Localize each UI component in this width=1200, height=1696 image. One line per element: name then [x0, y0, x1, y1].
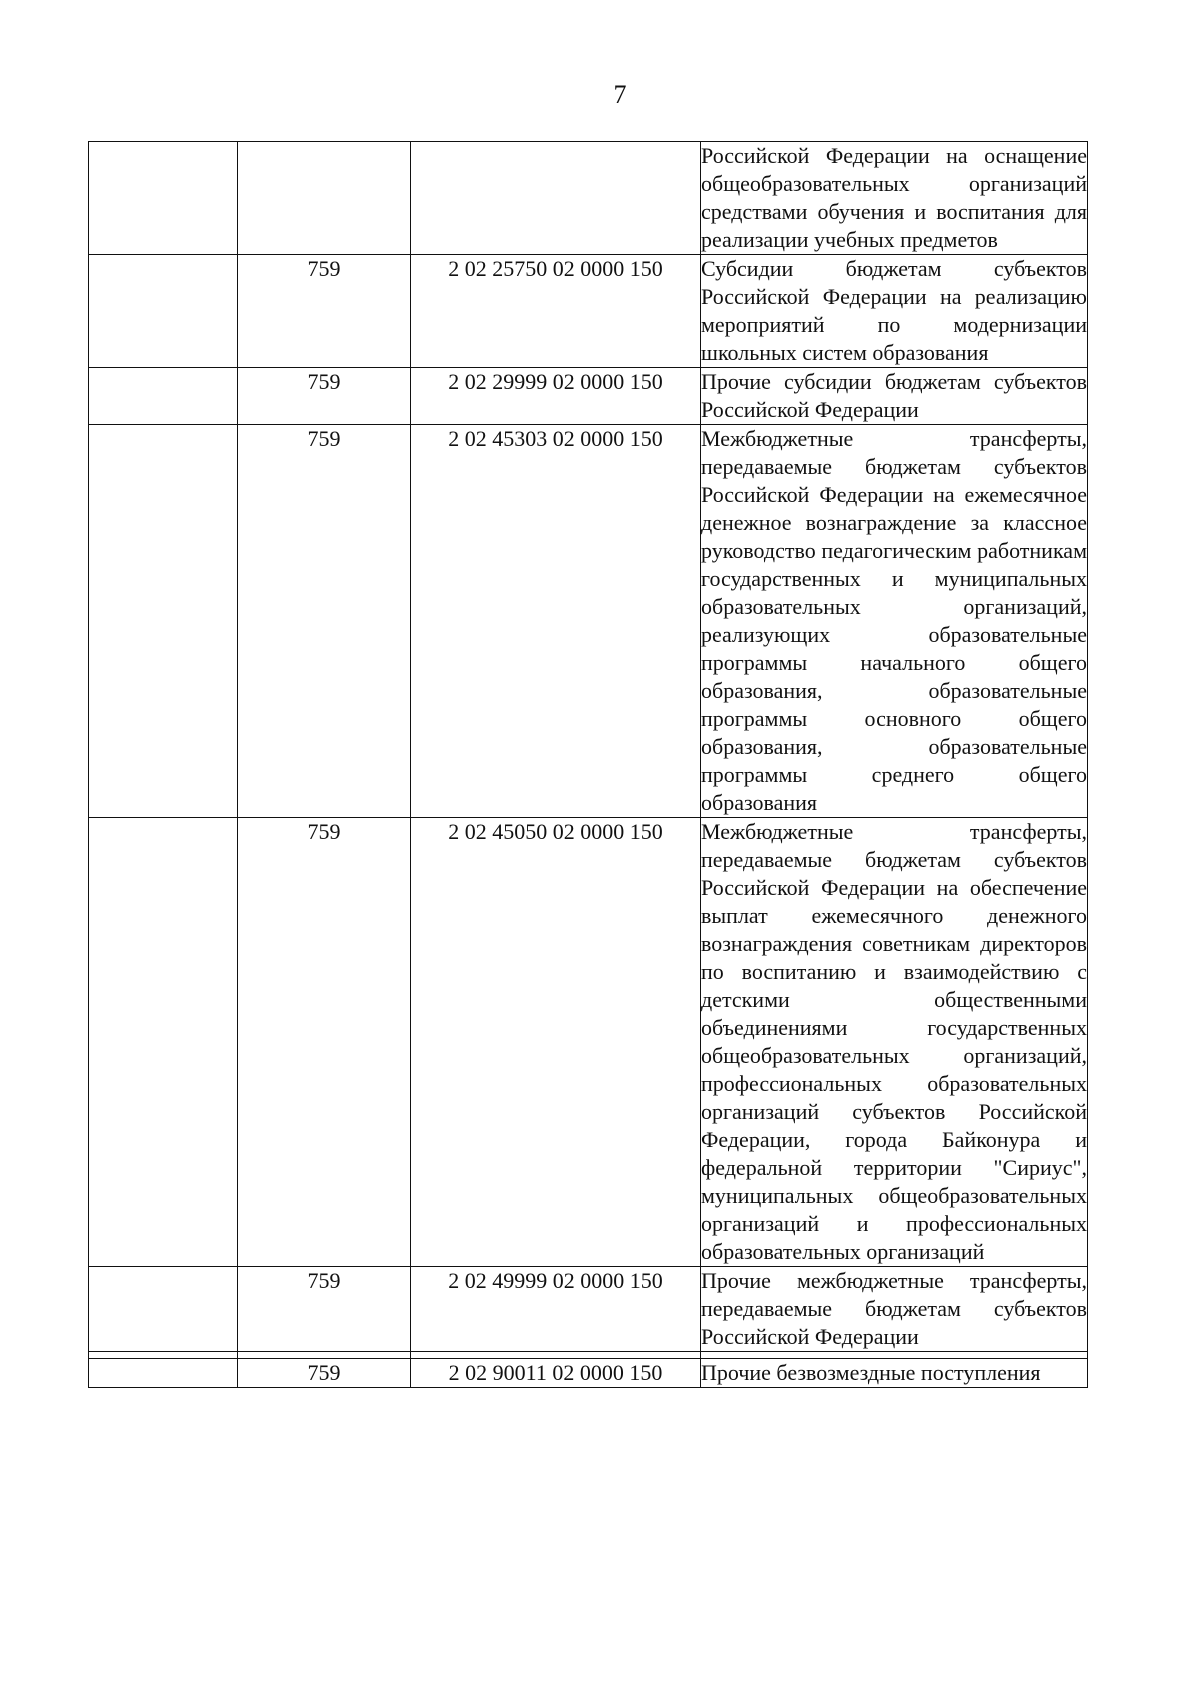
table-cell-empty: [89, 425, 238, 818]
table-row: [89, 425, 1088, 818]
table-cell-empty: [411, 1352, 701, 1359]
table-cell-empty: [89, 1352, 238, 1359]
revenue-name-cell: Прочие субсидии бюджетам субъектов Российской Федерации: [701, 368, 1088, 425]
budget-code-cell: [411, 142, 701, 255]
admin-code-cell: 759: [238, 425, 411, 818]
table-cell-empty: [238, 1352, 411, 1359]
table-cell-empty: [89, 255, 238, 368]
table-cell-empty: [89, 368, 238, 425]
table-cell-empty: [701, 1352, 1088, 1359]
budget-code-cell: 2 02 90011 02 0000 150: [411, 1359, 701, 1388]
budget-revenue-table: [88, 141, 1088, 1388]
table-row: [89, 368, 1088, 425]
page-number: 7: [613, 80, 627, 109]
budget-code-cell: 2 02 29999 02 0000 150: [411, 368, 701, 425]
table-cell-empty: [89, 818, 238, 1267]
table-row: [89, 255, 1088, 368]
table-row-spacer: [89, 1352, 1088, 1359]
table-row: [89, 142, 1088, 255]
admin-code-cell: 759: [238, 255, 411, 368]
table-row: [89, 1267, 1088, 1352]
admin-code-cell: 759: [238, 1359, 411, 1388]
revenue-name-cell: Межбюджетные трансферты, передаваемые бюджетам субъектов Российской Федерации на обеспечение выплат ежемесячного денежного вознаграждения советникам директоров по воспитанию и взаимодействию с детскими общественными объединениями государственных общеобразовательных организаций, профессиональных образовательных организаций субъектов Российской Федерации, города Байконура и федеральной территории "Сириус", муниципальных общеобразовательных организаций и профессиональных образовательных организаций: [701, 818, 1088, 1267]
revenue-name-cell: Субсидии бюджетам субъектов Российской Федерации на реализацию мероприятий по модернизации школьных систем образования: [701, 255, 1088, 368]
admin-code-cell: 759: [238, 368, 411, 425]
revenue-name-cell: Межбюджетные трансферты, передаваемые бюджетам субъектов Российской Федерации на ежемесячное денежное вознаграждение за классное руководство педагогическим работникам государственных и муниципальных образовательных организаций, реализующих образовательные программы начального общего образования, образовательные программы основного общего образования, образовательные программы среднего общего образования: [701, 425, 1088, 818]
revenue-name-cell: Российской Федерации на оснащение общеобразовательных организаций средствами обучения и воспитания для реализации учебных предметов: [701, 142, 1088, 255]
admin-code-cell: 759: [238, 818, 411, 1267]
revenue-name-cell: Прочие межбюджетные трансферты, передаваемые бюджетам субъектов Российской Федерации: [701, 1267, 1088, 1352]
table-row: [89, 818, 1088, 1267]
revenue-name-cell: Прочие безвозмездные поступления: [701, 1359, 1088, 1388]
budget-code-cell: 2 02 45303 02 0000 150: [411, 425, 701, 818]
admin-code-cell: 759: [238, 1267, 411, 1352]
budget-code-cell: 2 02 49999 02 0000 150: [411, 1267, 701, 1352]
table-row: [89, 1359, 1088, 1388]
table-cell-empty: [89, 142, 238, 255]
table-cell-empty: [89, 1359, 238, 1388]
budget-code-cell: 2 02 45050 02 0000 150: [411, 818, 701, 1267]
admin-code-cell: [238, 142, 411, 255]
budget-code-cell: 2 02 25750 02 0000 150: [411, 255, 701, 368]
table-cell-empty: [89, 1267, 238, 1352]
